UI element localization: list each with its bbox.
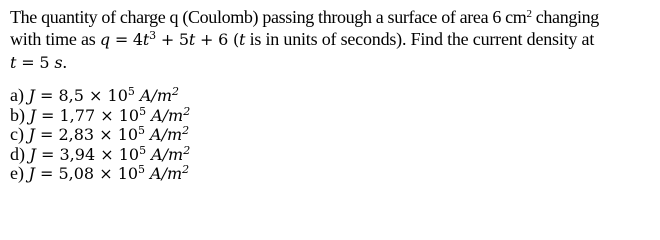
option-unit-text: A/m bbox=[150, 164, 183, 183]
option-letter: e) bbox=[10, 163, 29, 183]
option-var: J bbox=[28, 125, 35, 144]
time-eq: = 5 bbox=[16, 53, 55, 72]
option-value: = 3,94 × 10 bbox=[35, 144, 140, 164]
option-unit-exponent: 2 bbox=[183, 143, 191, 157]
option-unit-exponent: 2 bbox=[183, 104, 191, 118]
formula-end: + 6 ( bbox=[195, 30, 240, 49]
time-unit: s bbox=[54, 53, 63, 72]
option-unit-exponent: 2 bbox=[182, 124, 190, 137]
question-period: . bbox=[62, 52, 67, 72]
option-expression bbox=[30, 106, 147, 125]
option-unit bbox=[150, 164, 189, 183]
option-value: = 8,5 × 10 bbox=[34, 86, 128, 105]
option-unit-exponent: 2 bbox=[182, 163, 190, 176]
question-line-1 bbox=[10, 6, 650, 28]
option-expression bbox=[30, 145, 147, 164]
answer-options bbox=[10, 86, 650, 184]
time-value bbox=[10, 53, 62, 72]
option-unit-exponent: 2 bbox=[172, 85, 179, 98]
question-line-1-tail: changing bbox=[531, 7, 599, 27]
option-letter: d) bbox=[10, 143, 30, 164]
option-letter: b) bbox=[10, 104, 30, 125]
option-expression bbox=[28, 86, 134, 105]
option-unit-text: A/m bbox=[151, 105, 184, 125]
option-unit-text: A/m bbox=[151, 144, 184, 164]
formula-exponent: 3 bbox=[149, 29, 156, 42]
question-line-1-text: The quantity of charge q (Coulomb) passing through a surface of area 6 cm bbox=[10, 7, 527, 27]
formula-eq: = 4 bbox=[109, 30, 143, 49]
formula-var-t: t bbox=[142, 30, 150, 49]
option-var: J bbox=[29, 105, 36, 125]
question-document bbox=[10, 6, 650, 184]
question-line-2-suffix: is in units of seconds). Find the current density at bbox=[245, 29, 595, 49]
option-letter: c) bbox=[10, 124, 29, 144]
option-exponent: 5 bbox=[127, 85, 135, 98]
option-var: J bbox=[28, 164, 35, 183]
question-line-2 bbox=[10, 28, 650, 51]
answer-option-d[interactable] bbox=[10, 145, 650, 165]
question-line-3 bbox=[10, 51, 650, 74]
option-unit bbox=[150, 125, 189, 144]
answer-option-b[interactable] bbox=[10, 106, 650, 126]
option-unit-text: A/m bbox=[150, 125, 183, 144]
answer-option-c[interactable] bbox=[10, 125, 650, 145]
area-unit-exponent: 2 bbox=[526, 8, 532, 20]
formula-var-q: q bbox=[99, 30, 110, 49]
option-var: J bbox=[28, 86, 35, 105]
charge-formula bbox=[100, 30, 245, 49]
option-exponent: 5 bbox=[138, 124, 146, 137]
time-var-t: t bbox=[10, 53, 17, 72]
option-value: = 5,08 × 10 bbox=[34, 164, 139, 183]
option-value: = 1,77 × 10 bbox=[35, 105, 140, 125]
formula-var-t: t bbox=[188, 30, 196, 49]
option-letter: a) bbox=[10, 85, 29, 105]
option-var: J bbox=[29, 144, 36, 164]
option-expression bbox=[28, 164, 145, 183]
option-exponent: 5 bbox=[139, 104, 147, 118]
option-exponent: 5 bbox=[139, 143, 147, 157]
option-unit bbox=[151, 145, 190, 164]
option-value: = 2,83 × 10 bbox=[34, 125, 139, 144]
formula-var-t: t bbox=[239, 30, 246, 49]
option-unit bbox=[140, 86, 179, 105]
option-expression bbox=[28, 125, 145, 144]
answer-option-e[interactable] bbox=[10, 164, 650, 184]
option-unit-text: A/m bbox=[139, 86, 172, 105]
formula-middle: + 5 bbox=[155, 30, 189, 49]
question-line-2-prefix: with time as bbox=[10, 29, 100, 49]
option-exponent: 5 bbox=[138, 163, 146, 176]
option-unit bbox=[151, 106, 190, 125]
answer-option-a[interactable] bbox=[10, 86, 650, 106]
question-text bbox=[10, 6, 650, 74]
